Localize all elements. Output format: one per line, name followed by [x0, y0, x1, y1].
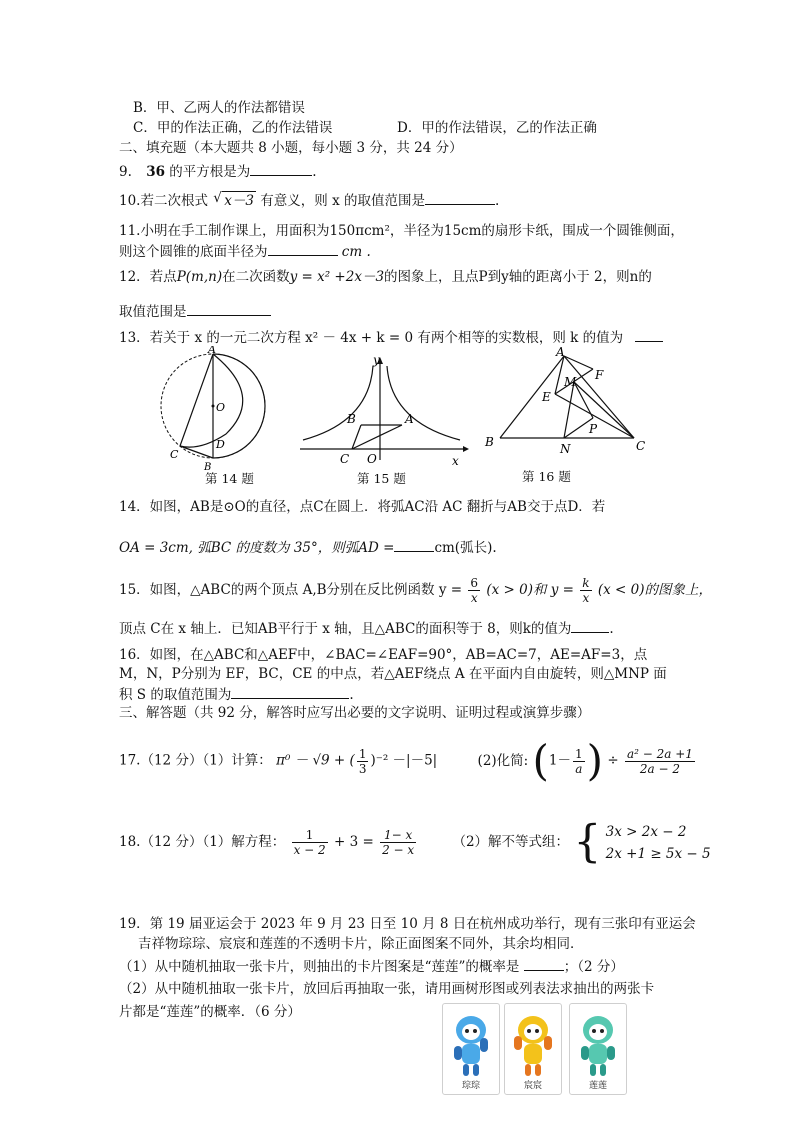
- mascot-name-lianlian: 莲莲: [588, 1081, 607, 1091]
- fig15-caption: 第 15 题: [357, 471, 406, 486]
- fig14-label-a: A: [208, 346, 216, 356]
- q18-lead: 18.（12 分）（1）解方程：: [119, 834, 286, 850]
- q18-inequality-1: 3x > 2x − 2: [605, 823, 687, 840]
- q17-fa-num: 1: [575, 746, 583, 761]
- q9: 9. 36 的平方根是为 .: [119, 161, 317, 181]
- fig14-label-c: C: [170, 448, 179, 461]
- mascot-card-lianlian: [569, 1003, 627, 1095]
- q15-fraction-1: [468, 576, 480, 605]
- q18-inequality-2: 2x +1 ≥ 5x − 5: [605, 845, 711, 862]
- q17-fraction-a: [573, 747, 585, 776]
- q17-fa-den: a: [575, 761, 583, 776]
- fig16-label-n: N: [560, 442, 571, 456]
- q17-part2-label: (2)化简:: [477, 752, 529, 769]
- q15-f2-num: k: [582, 576, 590, 590]
- q18-brace-icon: {: [573, 816, 602, 868]
- q17-lead: 17.（12 分）（1）计算：: [119, 752, 272, 769]
- fig15-label-a: A: [405, 412, 414, 426]
- fig14-caption: 第 14 题: [205, 471, 254, 486]
- q18-fa-num: 1: [292, 828, 328, 843]
- q14-line1: 14．如图，AB是⊙O的直径，点C在圆上．将弧AC沿 AC 翻折与AB交于点D．若: [119, 499, 606, 515]
- q19-line5: 片都是“莲莲”的概率．（6 分）: [119, 1004, 301, 1020]
- mascot-name-congcong: 琮琮: [461, 1081, 480, 1091]
- q19-line3-text: （1）从中随机抽取一张卡片，则抽出的卡片图案是“莲莲”的概率是: [119, 959, 520, 975]
- q15-text-b: (x > 0)和 y =: [486, 582, 574, 598]
- q15-line1: [119, 576, 712, 605]
- q19-line1: 19．第 19 届亚运会于 2023 年 9 月 23 日至 10 月 8 日在杭州成功举行，现有三张印有亚运会: [119, 916, 696, 932]
- q18-part2-label: （2）解不等式组：: [452, 834, 570, 850]
- q12-line2-text: 取值范围是: [119, 304, 187, 320]
- q17-divide: ÷: [607, 752, 619, 769]
- q15-fraction-2: [580, 576, 591, 605]
- q12-point: P(m,n): [176, 269, 223, 285]
- q14-line2: [119, 537, 497, 557]
- q10-answer-blank[interactable]: [425, 190, 495, 205]
- q8-option-b: B．甲、乙两人的作法都错误: [133, 100, 305, 116]
- q19-answer-blank[interactable]: [524, 956, 564, 971]
- fig15-curve-right: [387, 366, 460, 440]
- q17-right-paren: ): [586, 736, 604, 785]
- q18-plus-equals: + 3 =: [333, 834, 374, 850]
- q17-fb-den: 2a − 2: [639, 761, 680, 776]
- fig16-side-ab: [500, 356, 564, 438]
- fig16-label-p: P: [589, 422, 598, 436]
- q18-fraction-a: [292, 828, 328, 857]
- q12-text-c: 的图象上，且点P到y轴的距离小于 2，则n的: [384, 269, 652, 285]
- mascot-congcong-icon: [446, 1008, 496, 1080]
- fig14-label-b: B: [204, 462, 212, 471]
- fig15-label-o: O: [367, 452, 377, 466]
- q12-line1: [119, 268, 652, 286]
- mascot-lianlian-icon: [573, 1008, 623, 1080]
- q17-expr-2: )⁻² －|－5|: [370, 752, 438, 769]
- q16-line3: 积 S 的取值范围为 .: [119, 684, 354, 704]
- q18-inequality-system: [606, 821, 711, 865]
- fig15-label-x: x: [452, 454, 459, 467]
- q10-radical: [213, 190, 256, 210]
- fig16-label-m: M: [564, 375, 577, 389]
- q17-frac-num: 1: [358, 746, 367, 761]
- q17-frac-den: 3: [358, 761, 367, 776]
- q17: [119, 736, 697, 785]
- q10: 10.若二次根式 √ x－3 有意义，则 x 的取值范围是 .: [119, 190, 500, 209]
- fig14-center-dot: [212, 405, 215, 408]
- q11-line1: 11.小明在手工制作课上，用面积为150πcm²，半径为15cm的扇形卡纸，围成一个圆锥侧面，: [119, 223, 684, 239]
- q15-f2-den: x: [582, 591, 590, 605]
- sqrt-icon: √: [213, 190, 222, 206]
- q18: [119, 818, 711, 866]
- fig15-label-y: y: [373, 353, 380, 367]
- q15-text-a: 15．如图，△ABC的两个顶点 A,B分别在反比例函数 y =: [119, 582, 463, 598]
- fig14-label-d: D: [216, 438, 225, 451]
- q16-line1: 16．如图，在△ABC和△AEF中，∠BAC=∠EAF=90°，AB=AC=7，AE=AF=3，点: [119, 647, 648, 663]
- q11-unit: cm .: [341, 244, 371, 260]
- q12-answer-blank[interactable]: [187, 301, 271, 316]
- q9-value: 36: [146, 164, 165, 180]
- q17-left-paren: (: [532, 736, 549, 785]
- q9-text: 的平方根是为: [169, 164, 251, 180]
- fig16-label-c: C: [636, 439, 646, 453]
- q15-answer-blank[interactable]: [571, 618, 609, 633]
- fig16-label-e: E: [542, 390, 551, 404]
- q8-option-d: D．甲的作法错误，乙的作法正确: [397, 120, 597, 136]
- fig15-x-arrow-icon: [463, 446, 469, 452]
- fig16-caption: 第 16 题: [522, 469, 571, 484]
- q13-text: 13．若关于 x 的一元二次方程 x² － 4x + k = 0 有两个相等的实数根，则 k 的值为: [119, 330, 624, 346]
- fig14-folded-arc: [180, 354, 243, 447]
- q19-line2: 吉祥物琮琮、宸宸和莲莲的不透明卡片，除正面图案不同外，其余均相同．: [138, 936, 584, 952]
- q15-line2-text: 顶点 C在 x 轴上．已知AB平行于 x 轴，且△ABC的面积等于 8，则k的值为: [119, 621, 572, 637]
- fig14-chord-ac: [180, 354, 213, 446]
- q8-option-c: C．甲的作法正确，乙的作法错误: [133, 120, 333, 136]
- q10-text-b: 有意义，则 x 的取值范围是: [260, 193, 425, 209]
- figure-15: [295, 352, 470, 467]
- section-2-header: 二、填充题（本大题共 8 小题，每小题 3 分，共 24 分）: [119, 140, 463, 156]
- q12-function: y = x² +2x－3: [289, 269, 385, 285]
- section-3-header: 三、解答题（共 92 分，解答时应写出必要的文字说明、证明过程或演算步骤）: [119, 705, 591, 721]
- q19-line4: （2）从中随机抽取一张卡片，放回后再抽取一张，请用画树形图或列表法求抽出的两张卡: [119, 981, 655, 997]
- figure-14: [160, 346, 275, 471]
- mascot-chenchen-icon: [508, 1008, 558, 1080]
- fig15-label-c: C: [340, 452, 350, 466]
- q11-line2-text: 则这个圆锥的底面半径为: [119, 244, 268, 260]
- mascot-name-chenchen: 宸宸: [523, 1081, 542, 1091]
- q16-answer-blank[interactable]: [231, 684, 349, 699]
- fig15-label-b: B: [347, 412, 356, 426]
- q12-line2: [119, 301, 271, 321]
- q17-fraction: [357, 747, 369, 776]
- fig16-label-f: F: [595, 368, 604, 382]
- q17-expr-1: π⁰ － √9 + (: [276, 752, 355, 769]
- mascot-card-chenchen: [504, 1003, 562, 1095]
- q9-number: 9.: [119, 164, 132, 180]
- q18-fb-den: 2 − x: [382, 843, 415, 857]
- figure-16: [480, 346, 650, 461]
- q19-line3: [119, 956, 624, 976]
- q11-answer-blank[interactable]: [268, 241, 338, 256]
- q10-radicand: x－3: [224, 193, 254, 209]
- q13-answer-blank[interactable]: [635, 327, 663, 342]
- q18-fa-den: x − 2: [293, 843, 326, 857]
- q15-f1-den: x: [470, 591, 478, 605]
- q17-one-minus: 1－: [548, 752, 571, 769]
- q11-line2: [119, 241, 371, 261]
- q18-fb-num: 1− x: [380, 828, 416, 843]
- q14-line2-text: OA = 3cm, 弧BC 的度数为 35°，则弧AD =: [119, 540, 395, 556]
- mascot-card-congcong: [442, 1003, 500, 1095]
- q14-answer-blank[interactable]: [394, 537, 434, 552]
- q17-fb-num: a² − 2a +1: [626, 746, 693, 761]
- q9-answer-blank[interactable]: [250, 161, 312, 176]
- q18-fraction-b: [380, 828, 416, 857]
- fig14-chord-cb: [180, 446, 213, 458]
- fig16-label-a: A: [556, 346, 565, 359]
- q12-text-b: 在二次函数: [222, 269, 290, 285]
- q10-text-a: 10.若二次根式: [119, 193, 208, 209]
- fig16-label-b: B: [485, 435, 494, 449]
- q17-fraction-b: [625, 747, 695, 776]
- q19-points: ；（2 分）: [563, 959, 624, 975]
- q16-line2: M，N，P分别为 EF，BC，CE 的中点，若△AEF绕点 A 在平面内自由旋转，则△MNP 面: [119, 666, 667, 682]
- q12-text-a: 12．若点: [119, 269, 177, 285]
- q13: [119, 327, 663, 347]
- q16-line3-text: 积 S 的取值范围为: [119, 687, 232, 703]
- fig14-label-o: O: [216, 401, 226, 414]
- fig16-segment-mn: [564, 382, 574, 438]
- q15-line2: 顶点 C在 x 轴上．已知AB平行于 x 轴，且△ABC的面积等于 8，则k的值为 .: [119, 618, 614, 638]
- fig15-curve-left: [303, 366, 373, 440]
- q14-unit: cm(弧长).: [434, 540, 497, 556]
- q15-f1-num: 6: [470, 576, 479, 590]
- fig16-segment-af: [564, 356, 593, 369]
- q15-text-c: (x < 0)的图象上，: [597, 582, 712, 598]
